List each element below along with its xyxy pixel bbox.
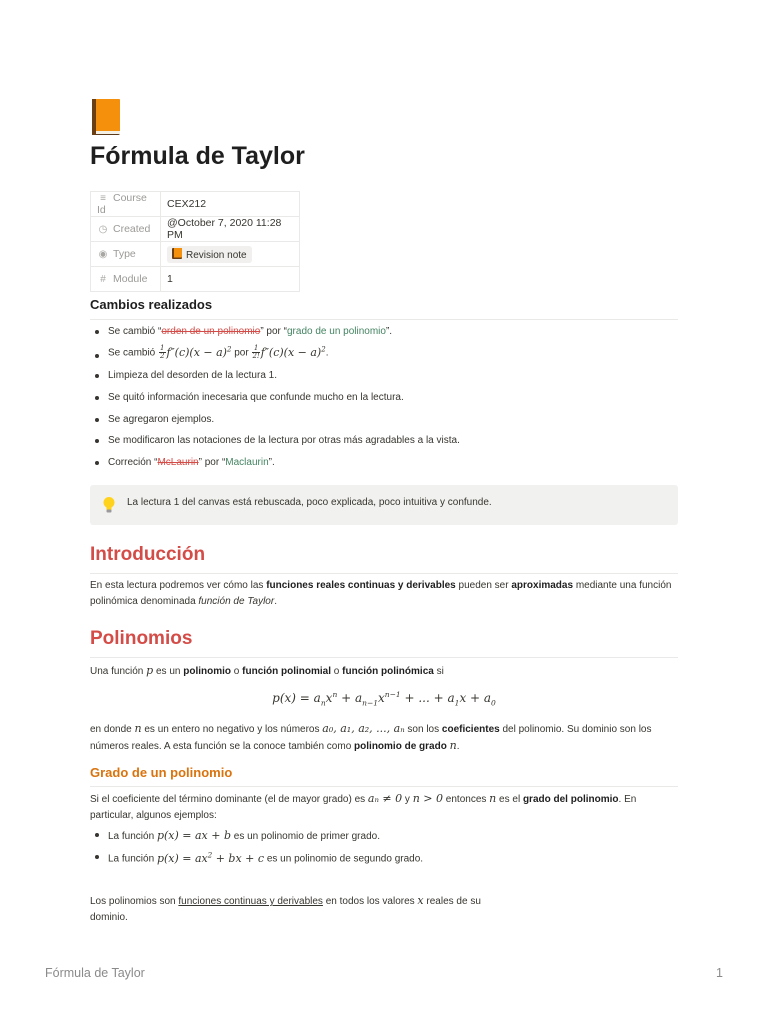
grado-paragraph: Si el coeficiente del término dominante (el de mayor grado) es aₙ ≠ 0 y n > 0 entonces n es el grado del polinomio. En particular, algunos ejemplos: <box>90 792 637 821</box>
list-item: Se modificaron las notaciones de la lectura por otras más agradables a la vista. <box>108 435 460 446</box>
polinomios-definition-paragraph: en donde n es un entero no negativo y los números a₀, a₁, a₂, ..., aₙ son los coeficientes del polinomio. Su dominio son los números reales. A esta función se la conoce también como polinomio de grado n. <box>90 722 652 752</box>
list-item: Se cambió $\frac{1}{2}$ $f''(c)(x - a)^2$ por $\frac{1}{2!}$ $f''(c)(x - a)^2$. <box>108 345 328 360</box>
property-key: Course Id <box>97 192 147 216</box>
list-item: La función p(x) = ax + b es un polinomio de primer grado. <box>108 829 380 842</box>
type-tag[interactable] <box>167 246 252 263</box>
properties-table <box>90 191 300 292</box>
divider <box>90 786 678 787</box>
continuity-paragraph: Los polinomios son funciones continuas y derivables en todos los valores x reales de su dominio. <box>90 894 481 923</box>
list-item: Limpieza del desorden de la lectura 1. <box>108 370 277 381</box>
property-value[interactable]: CEX212 <box>161 192 300 217</box>
property-row-type[interactable] <box>91 242 300 267</box>
page-number: 1 <box>716 966 723 980</box>
polinomios-paragraph: Una función p es un polinomio o función polinomial o función polinómica si <box>90 664 444 677</box>
divider <box>90 657 678 658</box>
page-link[interactable]: funciones continuas y derivables <box>178 896 323 907</box>
list-item: Correción “McLaurin” por “Maclaurin”. <box>108 457 275 468</box>
clock-icon: ◷ <box>98 224 108 235</box>
section-heading-polinomios: Polinomios <box>90 628 193 649</box>
divider <box>90 319 678 320</box>
property-key: Module <box>113 273 148 285</box>
property-row-created[interactable] <box>91 217 300 242</box>
callout-text: La lectura 1 del canvas está rebuscada, poco explicada, poco intuitiva y confunde. <box>127 497 492 508</box>
type-tag-label: Revision note <box>186 249 247 261</box>
list-item: La función $p(x) = ax^2$ + bx + c es un polinomio de segundo grado. <box>108 851 423 865</box>
section-heading-introduccion: Introducción <box>90 544 206 565</box>
select-icon: ◉ <box>98 249 108 260</box>
property-value[interactable]: 1 <box>161 267 300 292</box>
page-title: Fórmula de Taylor <box>90 142 305 170</box>
divider <box>90 573 678 574</box>
list-item: Se quitó información inecesaria que confunde mucho en la lectura. <box>108 392 404 403</box>
text-lines-icon: ≡ <box>100 193 106 204</box>
changes-heading: Cambios realizados <box>90 297 213 312</box>
orange-book-icon <box>90 98 122 136</box>
property-key: Created <box>113 223 151 235</box>
list-item: Se agregaron ejemplos. <box>108 414 214 425</box>
hash-icon: # <box>100 274 106 285</box>
polynomial-equation: $p(x) = a_nx^n + a_{n-1}x^{n-1}$ + ... + $a_1x + a_0$ <box>272 690 496 708</box>
footer-title: Fórmula de Taylor <box>45 966 145 980</box>
lightbulb-icon <box>102 496 116 514</box>
property-value[interactable]: @October 7, 2020 11:28 PM <box>161 217 300 242</box>
math-expression: $\frac{1}{2!}$ $f''(c)(x - a)^2$ <box>252 344 326 361</box>
orange-book-icon <box>172 248 182 259</box>
property-row-course-id[interactable] <box>91 192 300 217</box>
math-expression: $\frac{1}{2}$ $f''(c)(x - a)^2$ <box>160 344 232 361</box>
property-row-module[interactable] <box>91 267 300 292</box>
callout <box>90 485 678 525</box>
intro-paragraph: En esta lectura podremos ver cómo las funciones reales continuas y derivables pueden ser aproximadas mediante una función polinómica denominada función de Taylor. <box>90 580 672 607</box>
subsection-heading-grado: Grado de un polinomio <box>90 765 233 780</box>
property-key: Type <box>113 248 136 260</box>
list-item: Se cambió “orden de un polinomio” por “grado de un polinomio”. <box>108 326 392 337</box>
